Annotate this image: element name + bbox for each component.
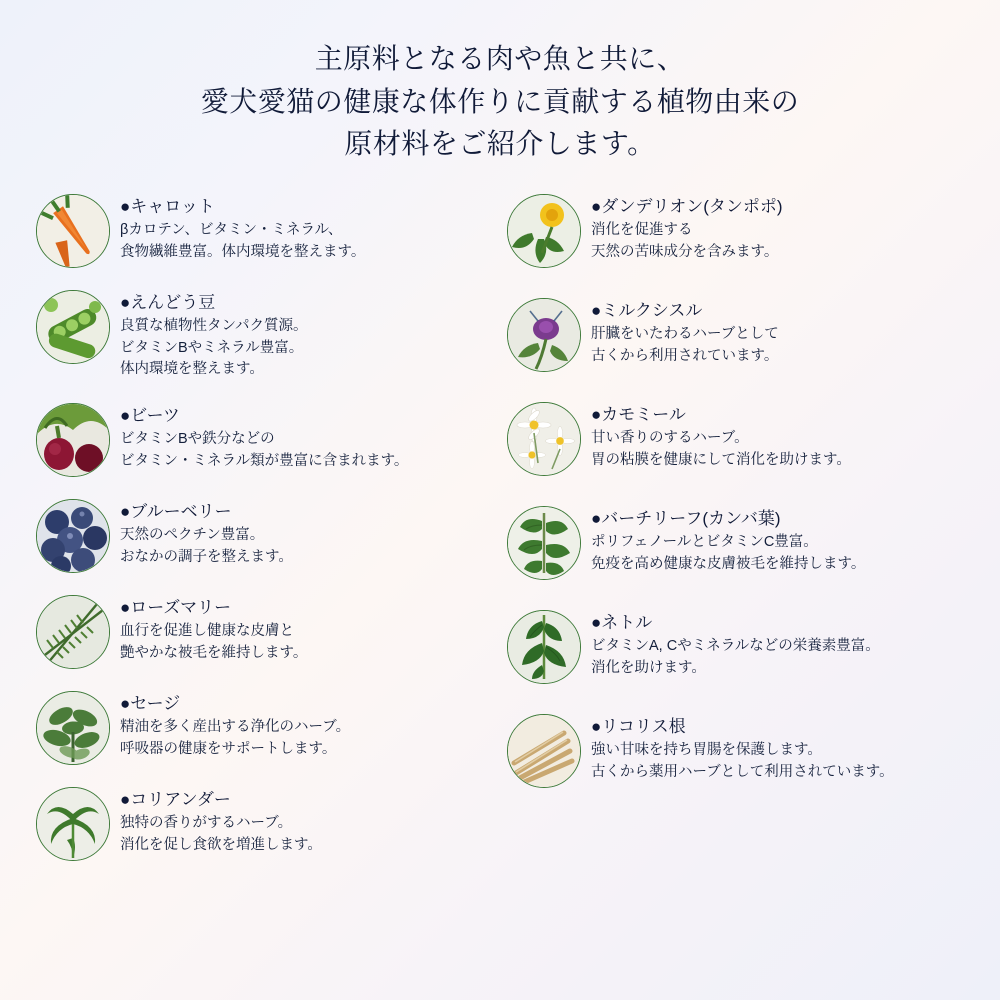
ingredient-name: ●バーチリーフ(カンバ葉) xyxy=(591,508,781,528)
milk-thistle-photo xyxy=(507,298,581,372)
ingredient-name: ●コリアンダー xyxy=(120,790,231,810)
list-item xyxy=(36,403,493,477)
ingredient-column-left xyxy=(36,194,493,884)
ingredient-name: ●セージ xyxy=(120,694,181,714)
list-item xyxy=(507,298,964,372)
ingredient-desc: 肝臓をいたわるハーブとして 古くから利用されています。 xyxy=(591,325,779,364)
ingredient-desc: 強い甘味を持ち胃腸を保護します。 古くから薬用ハーブとして利用されています。 xyxy=(591,741,894,780)
list-item xyxy=(36,691,493,765)
birch-leaf-photo xyxy=(507,506,581,580)
beet-photo xyxy=(36,403,110,477)
sage-photo xyxy=(36,691,110,765)
list-item xyxy=(36,787,493,861)
ingredient-desc: 消化を促進する 天然の苦味成分を含みます。 xyxy=(591,221,779,260)
list-item-texts xyxy=(120,403,408,473)
green-pea-photo xyxy=(36,290,110,364)
chamomile-photo xyxy=(507,402,581,476)
list-item-texts xyxy=(591,298,779,368)
ingredient-name: ●カモミール xyxy=(591,404,686,424)
list-item-texts xyxy=(591,194,783,264)
ingredient-column-right xyxy=(507,194,964,884)
list-item-texts xyxy=(120,787,322,857)
ingredient-name: ●ブルーベリー xyxy=(120,502,232,522)
list-item-texts xyxy=(120,194,365,264)
ingredient-desc: 甘い香りのするハーブ。 胃の粘膜を健康にして消化を助けます。 xyxy=(591,429,851,468)
ingredient-name: ●ダンデリオン(タンポポ) xyxy=(591,196,783,216)
ingredient-desc: 良質な植物性タンパク質源。 ビタミンBやミネラル豊富。 体内環境を整えます。 xyxy=(120,317,308,378)
list-item xyxy=(507,506,964,580)
ingredient-name: ●ミルクシスル xyxy=(591,300,703,320)
list-item xyxy=(36,499,493,573)
list-item-texts xyxy=(591,402,851,472)
ingredient-name: ●ビーツ xyxy=(120,406,180,426)
licorice-root-photo xyxy=(507,714,581,788)
nettle-photo xyxy=(507,610,581,684)
ingredient-name: ●リコリス根 xyxy=(591,716,686,736)
ingredient-name: ●ネトル xyxy=(591,612,653,632)
list-item xyxy=(36,595,493,669)
list-item-texts xyxy=(120,290,307,382)
list-item xyxy=(36,290,493,382)
ingredient-name: ●キャロット xyxy=(120,196,215,216)
page-title-line-2: 愛犬愛猫の健康な体作りに貢献する植物由来の xyxy=(200,85,800,117)
ingredient-name: ●ローズマリー xyxy=(120,598,232,618)
list-item-texts xyxy=(591,714,894,784)
ingredient-desc: βカロテン、ビタミン・ミネラル、 食物繊維豊富。体内環境を整えます。 xyxy=(120,221,366,260)
carrot-photo xyxy=(36,194,110,268)
ingredient-desc: 独特の香りがするハーブ。 消化を促し食欲を増進します。 xyxy=(120,815,322,854)
list-item-texts xyxy=(120,691,350,761)
list-item-texts xyxy=(120,499,293,569)
coriander-photo xyxy=(36,787,110,861)
blueberry-photo xyxy=(36,499,110,573)
list-item xyxy=(36,194,493,268)
ingredient-desc: ビタミンBや鉄分などの ビタミン・ミネラル類が豊富に含まれます。 xyxy=(120,431,409,470)
list-item-texts xyxy=(591,610,880,680)
list-item xyxy=(507,194,964,268)
ingredient-desc: 血行を促進し健康な皮膚と 艶やかな被毛を維持します。 xyxy=(120,623,308,662)
rosemary-photo xyxy=(36,595,110,669)
list-item xyxy=(507,714,964,788)
list-item-texts xyxy=(591,506,865,576)
page-title xyxy=(30,38,970,166)
page-title-line-1: 主原料となる肉や魚と共に、 xyxy=(314,43,686,74)
ingredient-desc: ポリフェノールとビタミンC豊富。 免疫を高め健康な皮膚被毛を維持します。 xyxy=(591,533,866,572)
ingredient-desc: 精油を多く産出する浄化のハーブ。 呼吸器の健康をサポートします。 xyxy=(120,719,351,758)
page-title-line-3: 原材料をご紹介します。 xyxy=(344,128,656,160)
dandelion-photo xyxy=(507,194,581,268)
ingredient-desc: 天然のペクチン豊富。 おなかの調子を整えます。 xyxy=(120,527,293,566)
ingredient-columns xyxy=(30,194,970,884)
list-item xyxy=(507,610,964,684)
ingredient-desc: ビタミンA, Cやミネラルなどの栄養素豊富。 消化を助けます。 xyxy=(591,637,880,676)
ingredient-name: ●えんどう豆 xyxy=(120,292,216,312)
list-item-texts xyxy=(120,595,307,665)
list-item xyxy=(507,402,964,476)
